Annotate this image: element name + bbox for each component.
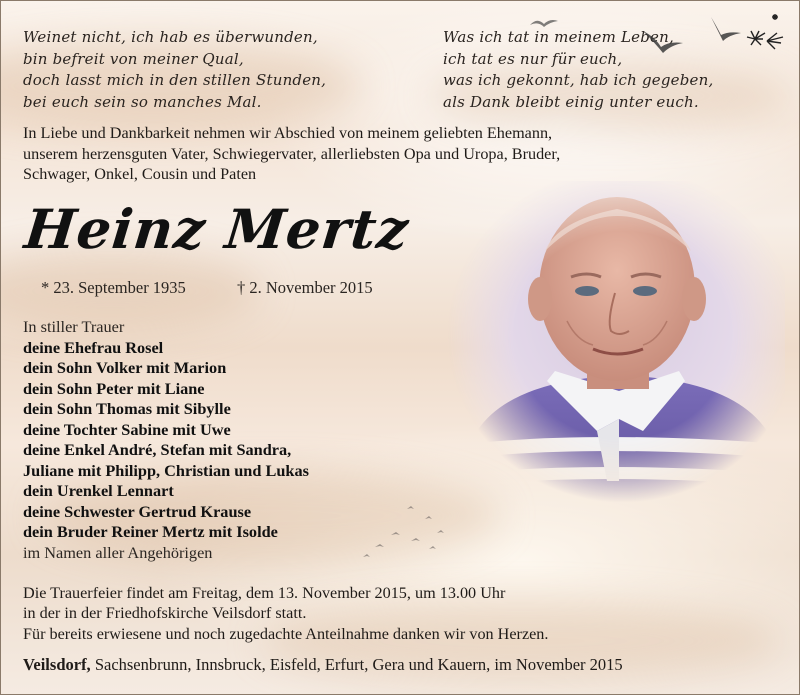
mourner-entry: deine Schwester Gertrud Krause xyxy=(23,501,252,521)
mourner-entry: dein Sohn Thomas mit Sibylle xyxy=(23,399,231,418)
closing-place-rest: Sachsenbrunn, Innsbruck, Eisfeld, Erfurt, Gera und Kauern, im November 2015 xyxy=(90,655,623,674)
bird-icon xyxy=(707,15,743,43)
verse-line: Weinet nicht, ich hab es überwunden, xyxy=(23,28,318,46)
funeral-line: Die Trauerfeier findet am Freitag, dem 13. November 2015, um 13.00 Uhr xyxy=(23,584,506,602)
flock-of-birds-icon xyxy=(351,501,461,561)
portrait-photo xyxy=(447,181,785,516)
mourner-entry: dein Urenkel Lennart xyxy=(23,481,174,500)
verse-line: doch lasst mich in den stillen Stunden, xyxy=(23,71,327,89)
funeral-line: in der in der Friedhofskirche Veilsdorf statt. xyxy=(23,604,307,623)
verse-line: als Dank bleibt einig unter euch. xyxy=(443,92,699,111)
birth-date: * 23. September 1935 xyxy=(41,278,186,297)
funeral-details xyxy=(23,583,548,644)
mourners-closing: im Namen aller Angehörigen xyxy=(23,542,213,562)
mourner-entry: deine Tochter Sabine mit Uwe xyxy=(23,419,231,439)
bird-icon xyxy=(641,27,685,57)
mourners-opening: In stiller Trauer xyxy=(23,317,125,336)
mourner-entry: Juliane mit Philipp, Christian und Lukas xyxy=(23,460,309,480)
mourners-list xyxy=(23,317,309,563)
funeral-line: Für bereits erwiesene und noch zugedachte Anteilnahme danken wir von Herzen. xyxy=(23,624,549,643)
mourner-entry: dein Sohn Peter mit Liane xyxy=(23,378,205,398)
closing-places xyxy=(23,655,623,675)
verse-line: bin befreit von meiner Qual, xyxy=(23,49,244,68)
deceased-name: Heinz Mertz xyxy=(21,197,413,261)
verse-left xyxy=(23,27,326,113)
verse-line: ich tat es nur für euch, xyxy=(443,49,623,68)
intro-line: unserem herzensguten Vater, Schwiegervater, allerliebsten Opa und Uropa, Bruder, xyxy=(23,144,561,163)
dandelion-seed-icon xyxy=(739,11,787,51)
intro-line: In Liebe und Dankbarkeit nehmen wir Abschied von meinem geliebten Ehemann, xyxy=(23,124,553,142)
verse-line: bei euch sein so manches Mal. xyxy=(23,92,262,111)
closing-place-bold: Veilsdorf, xyxy=(23,655,91,674)
mourner-entry: deine Enkel André, Stefan mit Sandra, xyxy=(23,440,292,459)
bird-icon xyxy=(529,15,559,29)
mourner-entry: dein Bruder Reiner Mertz mit Isolde xyxy=(23,522,278,541)
verse-line: Was ich tat in meinem Leben, xyxy=(443,28,674,46)
verse-line: was ich gekonnt, hab ich gegeben, xyxy=(443,71,714,89)
death-date: † 2. November 2015 xyxy=(237,278,373,297)
intro-line: Schwager, Onkel, Cousin und Paten xyxy=(23,165,257,183)
mourner-entry: deine Ehefrau Rosel xyxy=(23,337,164,357)
intro-text xyxy=(23,123,783,185)
mourner-entry: dein Sohn Volker mit Marion xyxy=(23,358,227,377)
